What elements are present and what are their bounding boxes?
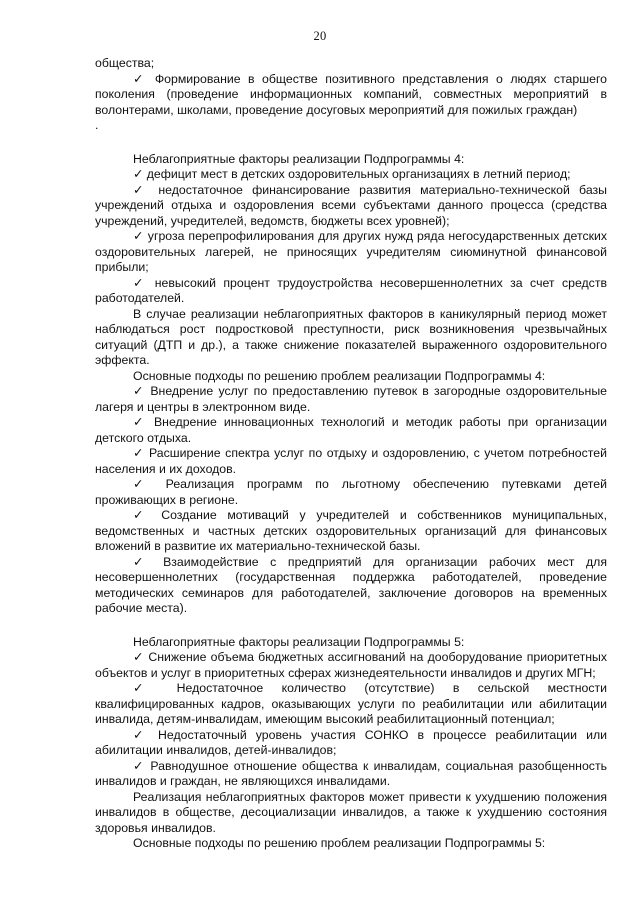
paragraph: ✓ Расширение спектра услуг по отдыху и оздоровлению, с учетом потребностей населения и их доходов. <box>95 446 607 476</box>
paragraph: Реализация неблагоприятных факторов может привести к ухудшению положения инвалидов в обществе, десоциализации инвалидов, а также к ухудшению состояния здоровья инвалидов. <box>95 789 607 835</box>
paragraph: ✓ Взаимодействие с предприятий для организации рабочих мест для несовершеннолетних (государственная поддержка работодателей, проведение методических семинаров для работодателей, заключение договоров на временных рабочие места). <box>95 554 607 615</box>
paragraph: ✓ Реализация программ по льготному обеспечению путевками детей проживающих в регионе. <box>95 477 607 507</box>
paragraph: ✓ невысокий процент трудоустройства несовершеннолетних за счет средств работодателей. <box>95 275 607 305</box>
paragraph-gap <box>95 617 607 635</box>
paragraph: ✓ Внедрение услуг по предоставлению путевок в загородные оздоровительные лагеря и центры в электронном виде. <box>95 384 607 414</box>
paragraph: ✓ Снижение объема бюджетных ассигнований на дооборудование приоритетных объектов и услуг в приоритетных сферах жизнедеятельности инвалидов и других МГН; <box>95 650 607 680</box>
paragraph: ✓ дефицит мест в детских оздоровительных организациях в летний период; <box>133 167 571 181</box>
paragraph: ✓ Недостаточный уровень участия СОНКО в процессе реабилитации или абилитации инвалидов, детей-инвалидов; <box>95 727 607 757</box>
paragraph: Неблагоприятные факторы реализации Подпрограммы 5: <box>133 634 465 649</box>
paragraph: ✓ Равнодушное отношение общества к инвалидам, социальная разобщенность инвалидов и граждан, не являющихся инвалидами. <box>95 758 607 788</box>
document-body <box>95 56 607 852</box>
paragraph: . <box>95 118 99 132</box>
paragraph-gap <box>95 134 607 152</box>
paragraph: Основные подходы по решению проблем реализации Подпрограммы 5: <box>133 836 546 850</box>
paragraph: Неблагоприятные факторы реализации Подпрограммы 4: <box>133 151 465 166</box>
paragraph: Основные подходы по решению проблем реализации Подпрограммы 4: <box>133 368 546 383</box>
page-number: 20 <box>313 29 327 43</box>
paragraph: общества; <box>95 56 155 70</box>
paragraph: ✓ угроза перепрофилирования для других нужд ряда негосударственных детских оздоровительных лагерей, не приносящих учредителям сиюминутной финансовой прибыли; <box>95 229 607 274</box>
paragraph: В случае реализации неблагоприятных факторов в каникулярный период может наблюдаться рост подростковой преступности, риск возникновения чрезвычайных ситуаций (ДТП и др.), а также снижение показателей выраженного оздоровительного эффекта. <box>95 306 607 367</box>
paragraph: ✓ Создание мотиваций у учредителей и собственников муниципальных, ведомственных и частных детских оздоровительных организаций для финансовых вложений в развитие их материально-технической базы. <box>95 508 607 553</box>
paragraph: ✓ Внедрение инновационных технологий и методик работы при организации детского отдыха. <box>95 415 607 445</box>
paragraph: ✓ недостаточное финансирование развития материально-технической базы учреждений отдыха и оздоровления всеми субъектами данного процесса (средства учреждений, учредителей, ведомств, бюджеты всех уровней); <box>95 182 607 228</box>
paragraph: ✓ Недостаточное количество (отсутствие) в сельской местности квалифицированных кадров, оказывающих услуги по реабилитации или абилитации инвалида, детям-инвалидам, имеющим высокий реабилитационный потенциал; <box>95 681 607 726</box>
paragraph: ✓ Формирование в обществе позитивного представления о людях старшего поколения (проведение информационных компаний, совместных мероприятий в волонтерами, школами, проведение досуговых мероприятий для пожилых граждан) <box>95 71 607 117</box>
